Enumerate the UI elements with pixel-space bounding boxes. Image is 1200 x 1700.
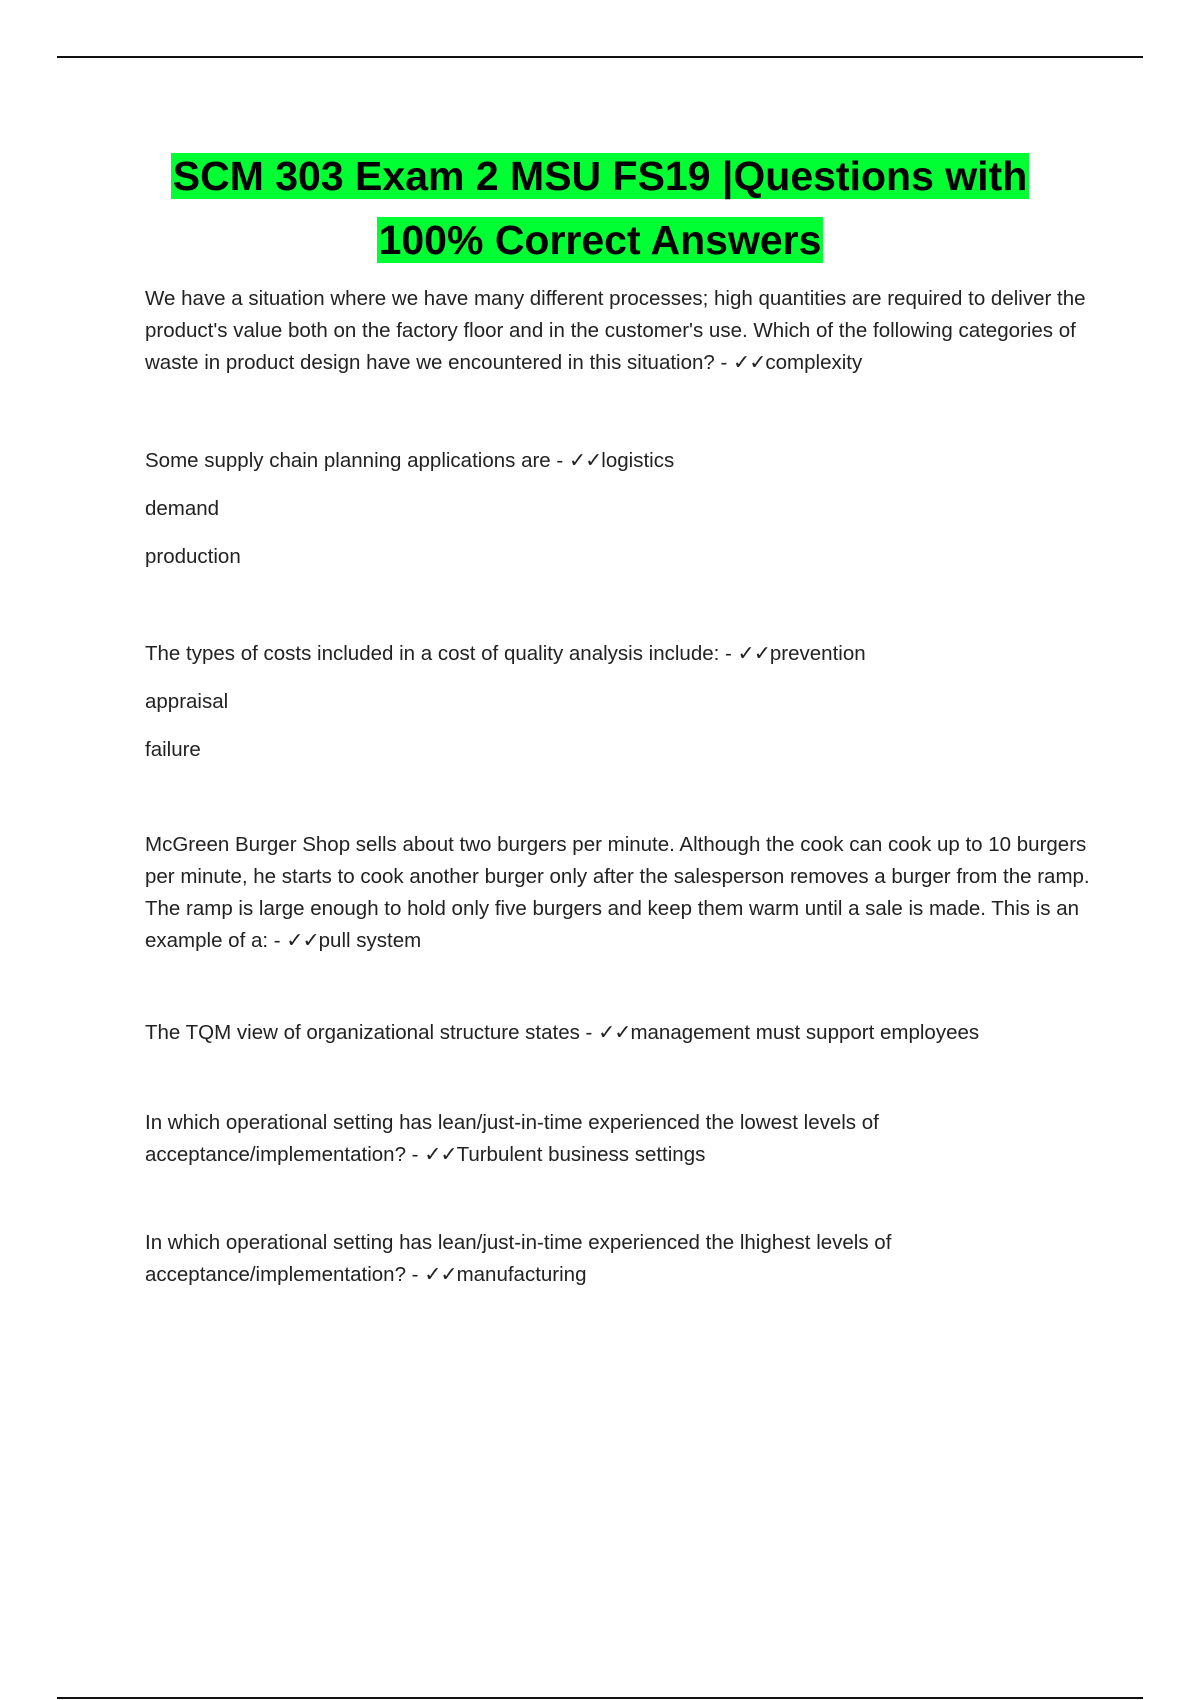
answer-extra: production (145, 545, 241, 568)
top-rule (57, 56, 1143, 58)
answer-text: logistics (601, 449, 675, 472)
question-text: McGreen Burger Shop sells about two burgers per minute. Although the cook can cook up to 10 burgers per minute, he starts to cook another burger only after the salesperson removes a burger from the ramp. The ramp is large enough to hold only five burgers and keep them warm until a sale is made. This is an example of a: - (145, 833, 1090, 952)
question-text: The types of costs included in a cost of quality analysis include: - (145, 642, 732, 665)
answer-extra: appraisal (145, 690, 229, 713)
answer-text: prevention (769, 642, 866, 665)
answer-text: manufacturing (456, 1263, 587, 1286)
qa-question-line (145, 283, 1095, 379)
answer-text: management must support employees (630, 1021, 980, 1044)
qa-list (145, 283, 1095, 1291)
answer-text: complexity (765, 351, 863, 374)
qa-item-5 (145, 1017, 1095, 1049)
qa-question-line (145, 1017, 1095, 1049)
answer-extra: failure (145, 738, 201, 761)
document-title (100, 144, 1100, 272)
question-text: In which operational setting has lean/just-in-time experienced the lowest levels of acceptance/implementation? - (145, 1111, 879, 1166)
qa-question-line (145, 1227, 1095, 1291)
qa-item-7 (145, 1227, 1095, 1291)
qa-item-3 (145, 638, 1095, 766)
title-line-1: SCM 303 Exam 2 MSU FS19 |Questions with (172, 153, 1028, 199)
question-text: In which operational setting has lean/just-in-time experienced the lhighest levels of acceptance/implementation? - (145, 1231, 892, 1286)
checkmark-icon: ✓✓ (598, 1021, 631, 1044)
qa-item-6 (145, 1107, 1095, 1171)
checkmark-icon: ✓✓ (286, 929, 319, 952)
title-line-2: 100% Correct Answers (378, 217, 822, 263)
answer-text: pull system (318, 929, 422, 952)
checkmark-icon: ✓✓ (424, 1263, 457, 1286)
checkmark-icon: ✓✓ (424, 1143, 457, 1166)
checkmark-icon: ✓✓ (733, 351, 766, 374)
qa-item-1 (145, 283, 1095, 379)
qa-question-line (145, 1107, 1095, 1171)
answer-extra: demand (145, 497, 220, 520)
qa-item-2 (145, 445, 1095, 573)
qa-question-line (145, 638, 1095, 670)
answer-text: Turbulent business settings (456, 1143, 706, 1166)
question-text: We have a situation where we have many different processes; high quantities are required to deliver the product's value both on the factory floor and in the customer's use. Which of the following categories of waste in product design have we encountered in this situation? - (145, 287, 1086, 374)
question-text: Some supply chain planning applications are - (145, 449, 564, 472)
qa-item-4 (145, 829, 1095, 957)
checkmark-icon: ✓✓ (737, 642, 770, 665)
question-text: The TQM view of organizational structure states - (145, 1021, 593, 1044)
bottom-rule (57, 1697, 1143, 1699)
qa-question-line (145, 829, 1095, 957)
qa-question-line (145, 445, 1095, 477)
checkmark-icon: ✓✓ (568, 449, 602, 472)
